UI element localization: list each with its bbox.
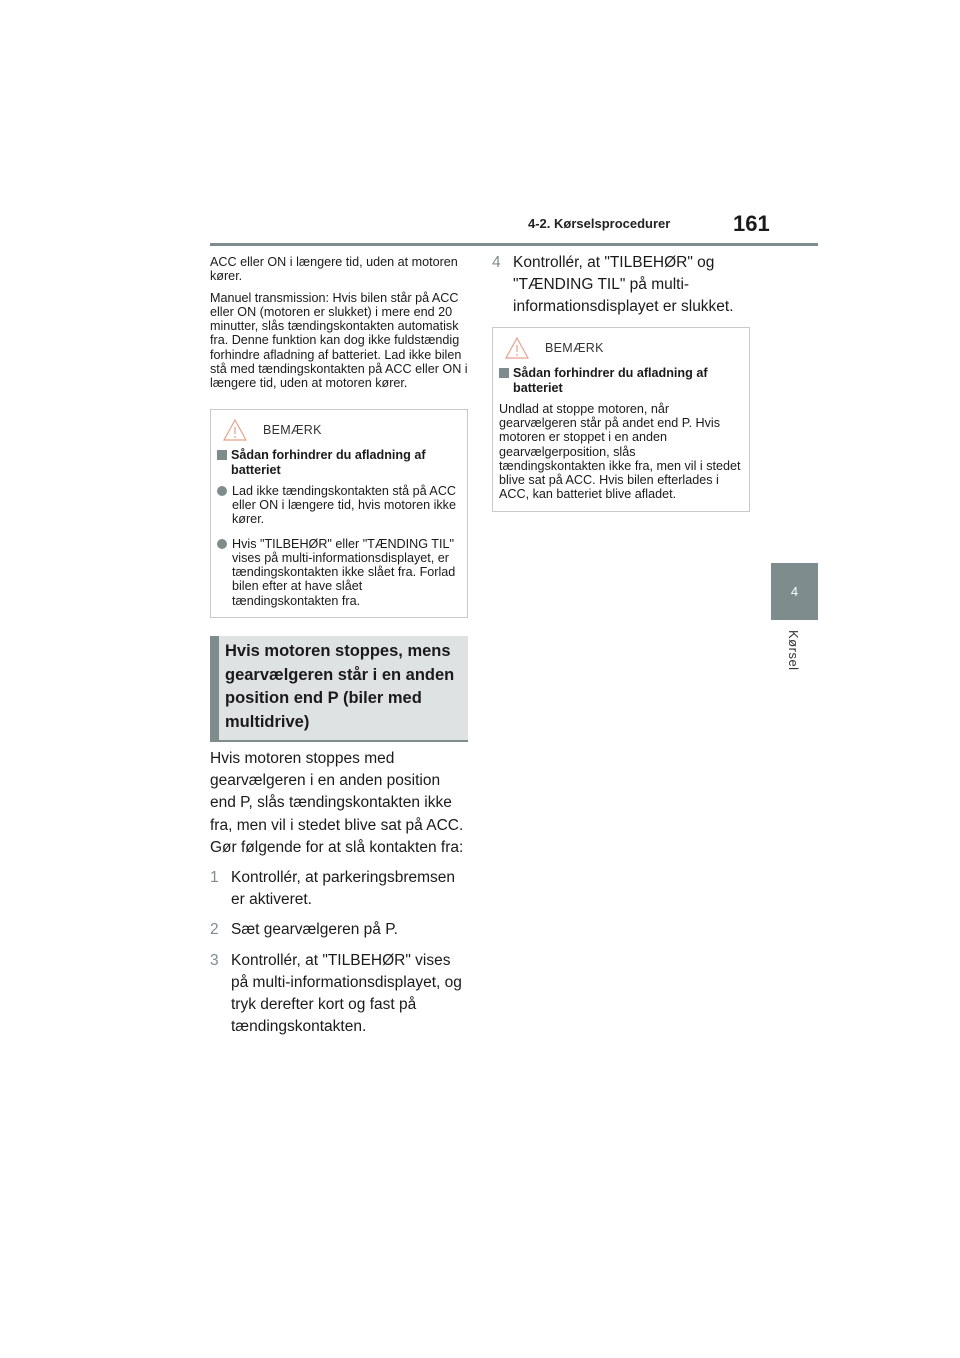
step-number: 1 — [210, 869, 219, 887]
notice-box — [210, 409, 468, 618]
notice-subheading: Sådan forhindrer du afladning af batteriet — [217, 448, 461, 478]
step-number: 4 — [492, 254, 501, 271]
intro-paragraph: Manuel transmission: Hvis bilen står på ACC eller ON (motoren er slukket) i mere end 20 minutter, slås tændingskontakten automatisk fra. Denne funktion kan dog ikke fuldstændig forhindre afladning af batteriet. Lad ikke bilen stå med tændingskontakten på ACC eller ON i længere tid, uden at motoren kører. — [210, 290, 468, 391]
step-text: Sæt gearvælgeren på P. — [231, 921, 398, 939]
step-text: Kontrollér, at parkeringsbremsen er aktiveret. — [231, 869, 456, 909]
step-text: Kontrollér, at "TILBEHØR" vises på multi-informationsdisplayet, og tryk derefter kort og fast på tændingskontakten. — [231, 951, 462, 1036]
step-item — [210, 867, 468, 911]
section-title: 4-2. Kørselsprocedurer — [528, 216, 671, 231]
step-item — [210, 950, 468, 1039]
step-item — [492, 252, 750, 319]
body-paragraph: Hvis motoren stoppes med gearvælgeren i en anden position end P, slås tændingskontakten ikke fra, men vil i stedet blive sat på ACC. Gør følgende for at slå kontakten fra: — [210, 750, 464, 856]
right-column — [492, 255, 750, 512]
notice-header — [217, 418, 461, 442]
chapter-number: 4 — [790, 584, 799, 599]
header-divider — [210, 243, 818, 246]
page-number: 161 — [733, 211, 770, 236]
step-number: 3 — [210, 951, 219, 969]
notice-title: BEMÆRK — [263, 422, 322, 437]
intro-paragraph: ACC eller ON i længere tid, uden at motoren kører. — [210, 255, 458, 284]
step-item — [210, 919, 468, 941]
chapter-label: Kørsel — [786, 630, 801, 671]
square-bullet-icon — [217, 450, 227, 460]
left-column — [210, 255, 468, 1038]
step-text: Kontrollér, at "TILBEHØR" og "TÆNDING TIL" på multi-informationsdisplayet er slukket. — [513, 254, 734, 316]
notice-subheading: Sådan forhindrer du afladning af batteriet — [499, 366, 743, 396]
list-item: Hvis "TILBEHØR" eller "TÆNDING TIL" vises på multi-informationsdisplayet, er tændingskontakten ikke slået fra. Forlad bilen efter at have slået tændingskontakten fra. — [217, 537, 461, 608]
chapter-tab[interactable] — [771, 563, 818, 620]
notice-title: BEMÆRK — [545, 340, 604, 355]
warning-triangle-icon — [223, 419, 247, 441]
notice-header — [499, 336, 743, 360]
round-bullet-icon — [217, 539, 227, 549]
section-heading: Hvis motoren stoppes, mens gearvælgeren står i en anden position end P (biler med multidrive) — [210, 636, 468, 742]
list-item: Lad ikke tændingskontakten stå på ACC eller ON i længere tid, hvis motoren ikke kører. — [217, 484, 461, 527]
notice-box — [492, 327, 750, 512]
step-number: 2 — [210, 921, 219, 939]
warning-triangle-icon — [505, 337, 529, 359]
square-bullet-icon — [499, 368, 509, 378]
round-bullet-icon — [217, 486, 227, 496]
notice-text: Undlad at stoppe motoren, når gearvælgeren står på andet end P. Hvis motoren er stoppet i en anden gearvælgerposition, slås tændingskontakten ikke fra, men vil i stedet blive sat på ACC. Hvis bilen efterlades i ACC, kan batteriet blive afladet. — [499, 401, 741, 502]
